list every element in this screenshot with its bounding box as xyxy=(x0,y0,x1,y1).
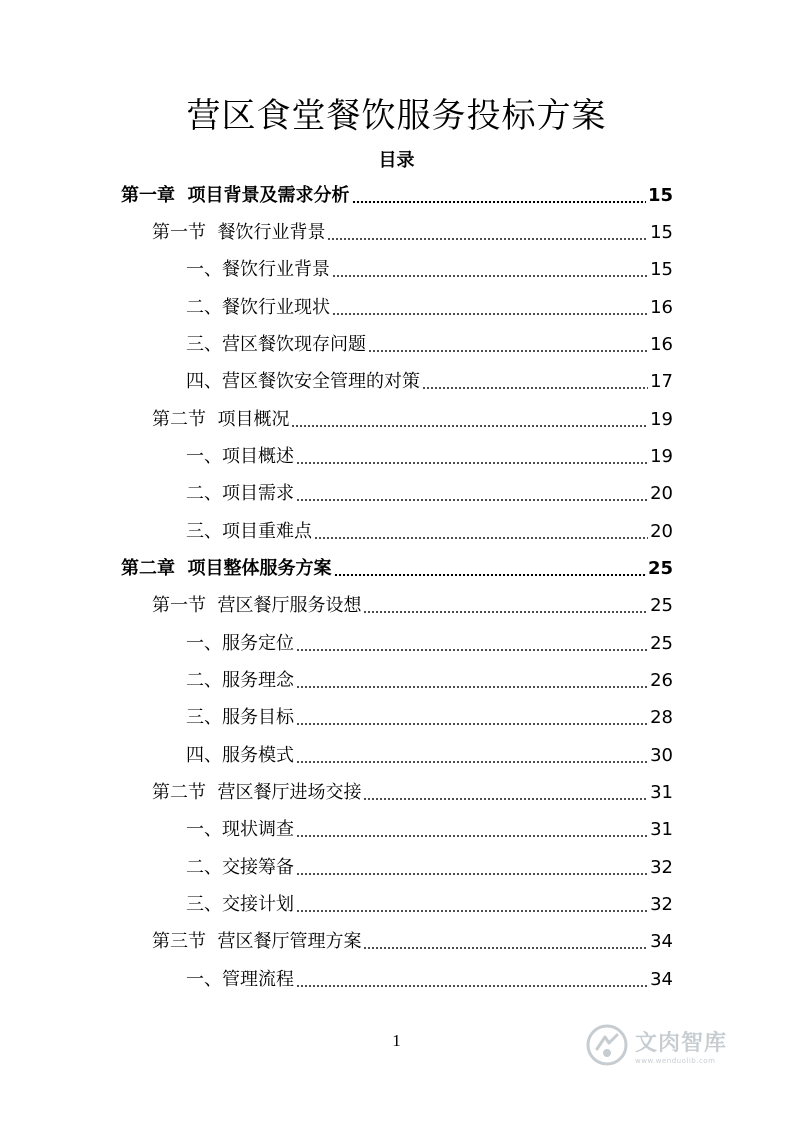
toc-entry[interactable] xyxy=(152,217,673,245)
toc-entry[interactable] xyxy=(186,254,673,282)
watermark-text: 文肉智库 xyxy=(635,1030,728,1056)
document-title: 营区食堂餐饮服务投标方案 xyxy=(186,96,607,136)
leader-dots xyxy=(296,686,648,688)
toc-entry[interactable] xyxy=(186,516,673,544)
toc-entry[interactable] xyxy=(186,628,673,656)
leader-dots xyxy=(363,611,648,613)
toc-entry-text: 三、项目重难点 xyxy=(186,521,312,542)
toc-entry[interactable] xyxy=(186,964,673,992)
toc-entry[interactable] xyxy=(152,590,673,618)
toc-entry-page: 19 xyxy=(650,446,673,467)
toc-entry-page: 20 xyxy=(650,521,673,542)
watermark-url: www.wenduolib.com xyxy=(635,1056,716,1065)
toc-entry[interactable] xyxy=(152,777,673,805)
toc-entry-text: 第二章 项目整体服务方案 xyxy=(121,558,332,579)
toc-entry-page: 17 xyxy=(650,371,673,392)
toc-entry-page: 15 xyxy=(650,222,673,243)
leader-dots xyxy=(314,537,648,539)
toc-entry[interactable] xyxy=(186,292,673,320)
watermark xyxy=(585,1020,765,1070)
page-number: 1 xyxy=(392,1031,401,1050)
toc-entry-text: 第三节 营区餐厅管理方案 xyxy=(152,931,362,952)
toc-entry-text: 二、项目需求 xyxy=(186,483,294,504)
toc-entry-text: 三、服务目标 xyxy=(186,707,294,728)
toc-entry-page: 16 xyxy=(650,334,673,355)
toc-entry-text: 一、项目概述 xyxy=(186,446,294,467)
leader-dots xyxy=(332,275,648,277)
toc-entry-text: 三、交接计划 xyxy=(186,894,294,915)
toc-entry[interactable] xyxy=(186,814,673,842)
toc-entry[interactable] xyxy=(121,180,673,208)
leader-dots xyxy=(296,723,648,725)
leader-dots xyxy=(296,985,648,987)
toc-entry[interactable] xyxy=(186,889,673,917)
toc-entry-page: 25 xyxy=(650,595,673,616)
toc-entry-page: 32 xyxy=(650,894,673,915)
toc-entry[interactable] xyxy=(186,441,673,469)
leader-dots xyxy=(296,499,648,501)
toc-entry-page: 31 xyxy=(650,819,673,840)
toc-entry-page: 34 xyxy=(650,931,673,952)
leader-dots xyxy=(296,462,648,464)
leader-dots xyxy=(291,425,648,427)
toc-entry-page: 26 xyxy=(650,670,673,691)
toc-entry[interactable] xyxy=(152,926,673,954)
toc-entry-page: 16 xyxy=(650,297,673,318)
leader-dots xyxy=(296,761,648,763)
toc-entry-page: 30 xyxy=(650,745,673,766)
toc-entry-page: 34 xyxy=(650,969,673,990)
leader-dots xyxy=(296,910,648,912)
leader-dots xyxy=(332,313,648,315)
leader-dots xyxy=(296,649,648,651)
toc-entry[interactable] xyxy=(121,553,673,581)
toc-entry-text: 三、营区餐饮现存问题 xyxy=(186,334,366,355)
toc-entry-page: 25 xyxy=(650,633,673,654)
toc-entry-text: 第一章 项目背景及需求分析 xyxy=(121,185,350,206)
toc-entry[interactable] xyxy=(186,366,673,394)
toc-entry-page: 31 xyxy=(650,782,673,803)
toc-entry-text: 一、管理流程 xyxy=(186,969,294,990)
toc-entry-text: 一、餐饮行业背景 xyxy=(186,259,330,280)
toc-entry-text: 第一节 餐饮行业背景 xyxy=(152,222,326,243)
toc-entry-text: 二、交接筹备 xyxy=(186,857,294,878)
toc-entry[interactable] xyxy=(186,665,673,693)
leader-dots xyxy=(296,835,648,837)
toc-entry-text: 二、服务理念 xyxy=(186,670,294,691)
toc-entry-page: 32 xyxy=(650,857,673,878)
leader-dots xyxy=(334,574,646,576)
toc-entry[interactable] xyxy=(186,478,673,506)
toc-entry-page: 15 xyxy=(650,259,673,280)
toc-entry-text: 四、服务模式 xyxy=(186,745,294,766)
toc-entry-page: 28 xyxy=(650,707,673,728)
leader-dots xyxy=(296,873,648,875)
toc-heading: 目录 xyxy=(378,150,415,171)
toc-entry[interactable] xyxy=(152,404,673,432)
leader-dots xyxy=(422,387,648,389)
leader-dots xyxy=(363,798,648,800)
leader-dots xyxy=(363,947,648,949)
toc-entry-text: 一、服务定位 xyxy=(186,633,294,654)
toc-entry[interactable] xyxy=(186,702,673,730)
toc-entry-page: 15 xyxy=(647,185,673,206)
toc-entry-text: 第一节 营区餐厅服务设想 xyxy=(152,595,362,616)
toc-entry-page: 20 xyxy=(650,483,673,504)
toc-entry[interactable] xyxy=(186,329,673,357)
leader-dots xyxy=(327,238,648,240)
toc-entry[interactable] xyxy=(186,740,673,768)
toc-entry-text: 四、营区餐饮安全管理的对策 xyxy=(186,371,420,392)
watermark-logo-icon xyxy=(585,1023,629,1067)
leader-dots xyxy=(352,201,646,203)
toc-entry-page: 25 xyxy=(647,558,673,579)
toc-entry-text: 第二节 项目概况 xyxy=(152,409,290,430)
toc-entry-page: 19 xyxy=(650,409,673,430)
leader-dots xyxy=(368,350,648,352)
toc-entry[interactable] xyxy=(186,852,673,880)
toc-entry-text: 第二节 营区餐厅进场交接 xyxy=(152,782,362,803)
toc-entry-text: 二、餐饮行业现状 xyxy=(186,297,330,318)
toc-entry-text: 一、现状调查 xyxy=(186,819,294,840)
